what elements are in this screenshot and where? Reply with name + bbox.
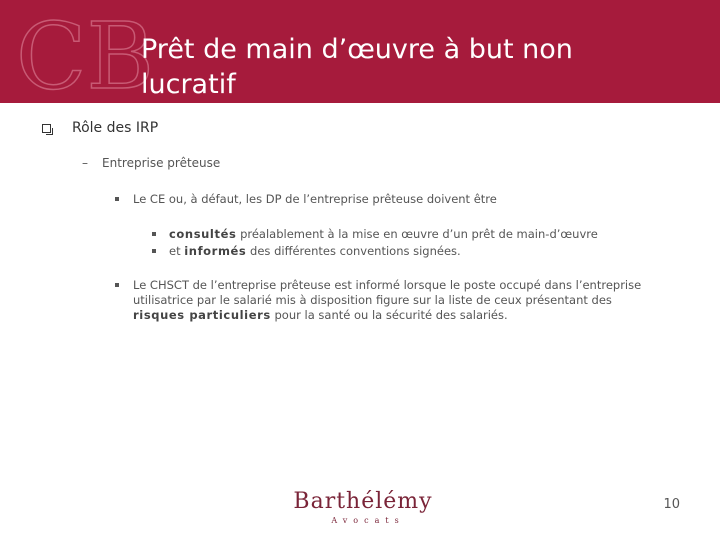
square-bullet-icon [115,283,119,287]
footer-sub: Avocats [331,516,405,525]
item2-rest: pour la santé ou la sécurité des salariés. [270,308,508,322]
sub1-bold: consultés [169,227,237,241]
slide-header [0,0,720,110]
level1-text: Rôle des IRP [72,120,159,136]
footer-brand: Barthélémy [293,489,433,514]
item2-line3 [133,308,683,323]
square-bullet-icon [152,232,156,236]
sub2-bold: informés [184,244,247,258]
level2-text: Entreprise prêteuse [102,156,221,170]
sub1-rest: préalablement à la mise en œuvre d’un prêt de main-d’œuvre [236,227,598,241]
item2-line1: Le CHSCT de l’entreprise prêteuse est informé lorsque le poste occupé dans l’entreprise [133,278,642,292]
item2-text [133,278,683,323]
item2-line2: utilisatrice par le salarié mis à disposition figure sur la liste de ceux présentant des [133,293,612,307]
sub-item-1 [169,227,598,241]
logo-text: CB [16,3,154,110]
page-number: 10 [663,497,680,512]
checkbox-bullet-icon [42,124,51,133]
item1-text: Le CE ou, à défaut, les DP de l’entreprise prêteuse doivent être [133,192,497,206]
dash-bullet: – [82,156,88,170]
sub-item-2 [169,244,461,258]
footer-logo [293,489,433,529]
square-bullet-icon [152,249,156,253]
sub2-pre: et [169,244,185,258]
item2-bold: risques particuliers [133,308,271,322]
square-bullet-icon [115,197,119,201]
cb-logo-watermark [14,3,154,110]
slide-title: Prêt de main d’œuvre à but non lucratif [141,34,573,100]
sub2-rest: des différentes conventions signées. [246,244,461,258]
